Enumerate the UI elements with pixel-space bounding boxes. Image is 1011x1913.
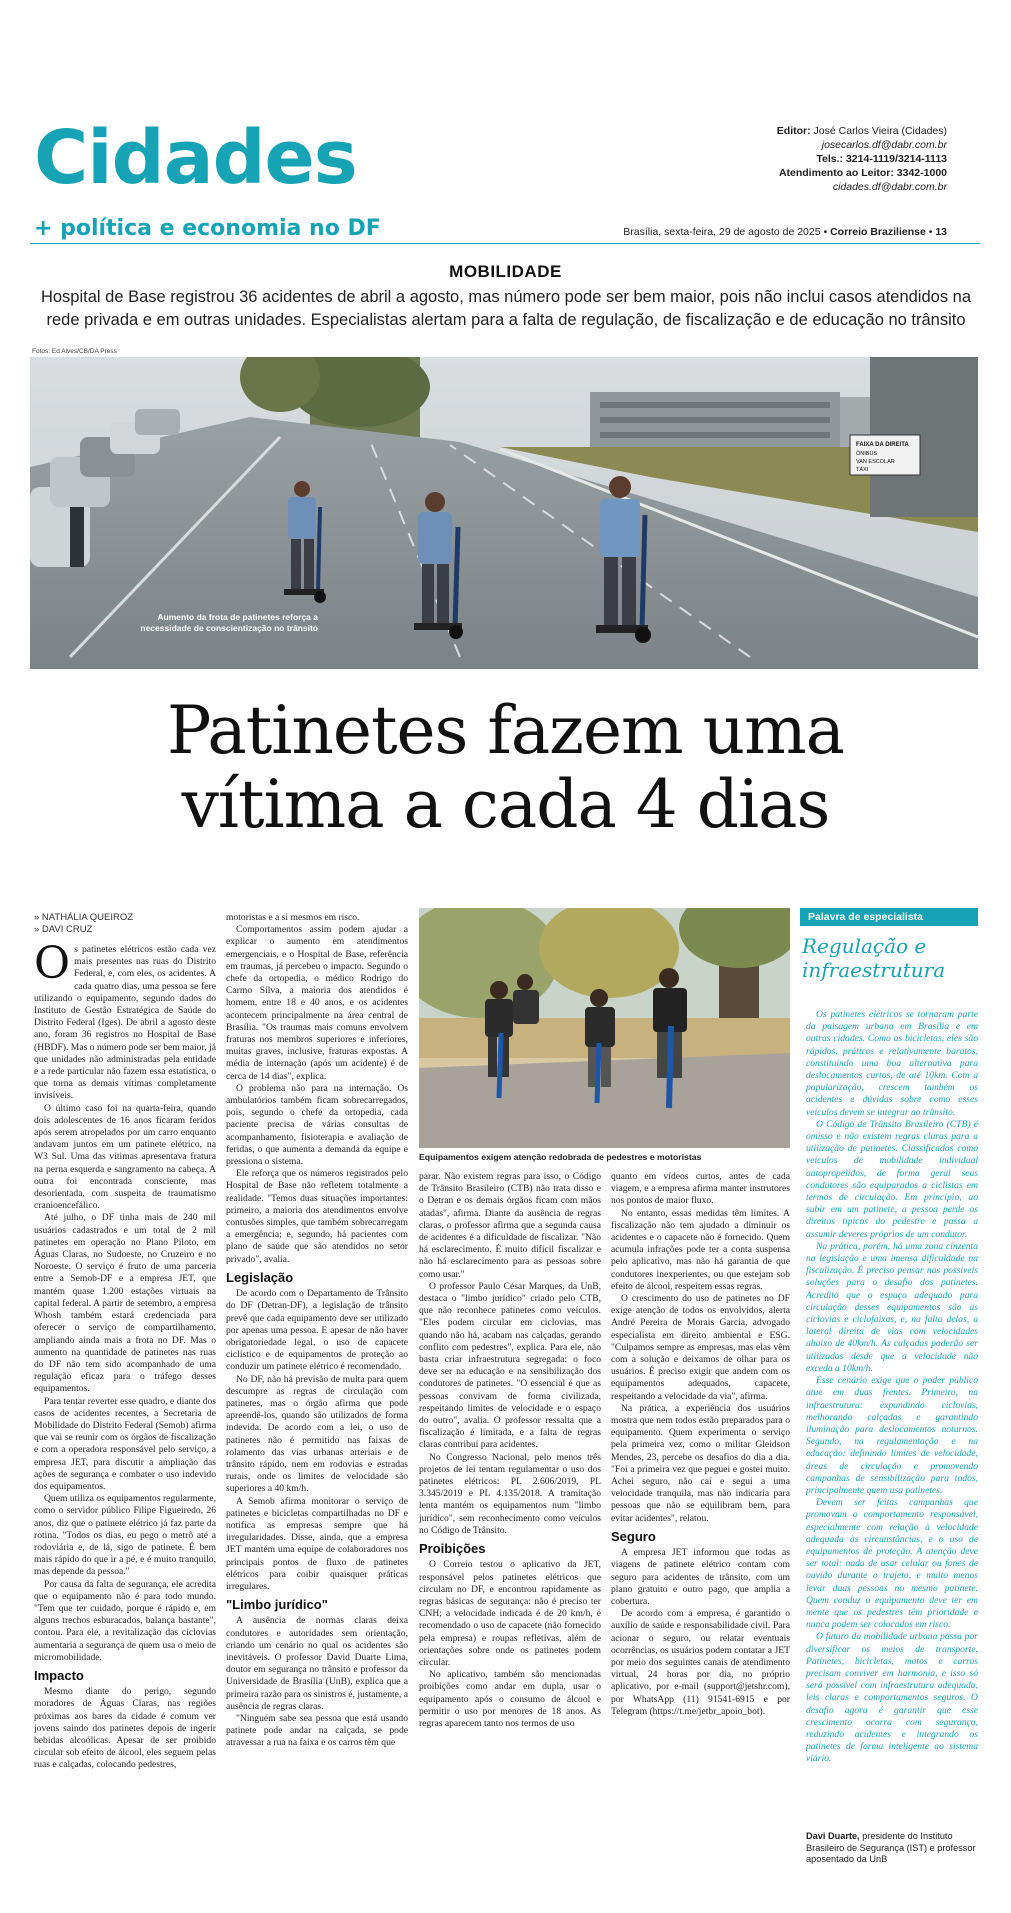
paragraph: O último caso foi na quarta-feira, quando dois adolescentes de 16 anos ficaram feridos após serem atropelados por um carro enquanto andavam juntos em um patinete elétrico, na W3 Sul. Uma das vítimas apresentava fratura na perna esquerda e sangramento na cabeça. A outra foi encontrada consciente, mas desorientada, com suspeita de traumatismo cranioencefálico. [34, 1102, 216, 1212]
paragraph: O Correio testou o aplicativo da JET, responsável pelos patinetes elétricos que circulam no DF, e encontrou rapidamente as regras básicas de segurança: não é preciso ter CNH; a velocidade indicada é de 20 km/h, é recomendado o uso de capacete (não fornecido pela empresa) e roupas refletivas, além de orientações sobre onde os patinetes podem circular. [419, 1559, 601, 1668]
sidebar-tag: Palavra de especialista [800, 908, 978, 926]
paragraph: De acordo com a empresa, é garantido o auxílio de saúde e responsabilidade civil. Para acionar o seguro, ou relatar eventuais ocorrências, os usuários podem contatar a JET por meio dos seguintes canais de atendimento virtual, 24 horas por dia, no próprio aplicativo, por e-mail (support@jetshr.com), por WhatsApp (11) 91541-6915 e por Telegram (https://t.me/jetbr_apoio_bot). [611, 1608, 790, 1717]
paragraph: No Congresso Nacional, pelo menos três projetos de lei tentam regulamentar o uso dos patinetes elétricos: PL 2.606/2019, PL 3.345/2019 e PL 4.135/2018. A tramitação lenta mantém os equipamentos num "limbo jurídico", sem reconhecimento como veículos no Código de Trânsito. [419, 1451, 601, 1536]
section-title: Cidades [34, 115, 357, 201]
paragraph: O professor Paulo César Marques, da UnB, destaca o "limbo jurídico" criado pelo CTB, que não reconhece patinetes como veículos. "Eles podem circular em ciclovias, mas quando não há, acabam nas calçadas, gerando conflito com pedestres", explica. Para ele, não basta criar infraestrutura segregada: o foco deve ser na educação e na sensibilização dos condutores de patinetes. "O essencial é que as pessoas convivam de forma civilizada, respeitando limites de velocidade e o espaço do outro", avalia. O professor ressalta que a fiscalização é limitada, e a falta de regras claras contribui para acidentes. [419, 1280, 601, 1451]
sidebar-title: Regulação e infraestrutura [802, 934, 946, 982]
paragraph: Ele reforça que os números registrados pelo Hospital de Base não refletem totalmente a realidade. "Temos duas situações importantes: primeiro, a maioria dos atendimentos envolve contusões simples, que também sobrecarregam a emergência; e, segundo, há pacientes com plano de saúde que são atendidos no setor privado", avalia. [226, 1168, 408, 1265]
column-1 [34, 944, 216, 1894]
paragraph: Na prática, a experiência dos usuários mostra que nem todos estão preparados para o equipamento. Quem experimenta o serviço pela primeira vez, como o militar Gleidson Mendes, 23, percebe os desafios do dia a dia. "Foi a primeira vez que peguei e gostei muito. Achei seguro, não caí e segui a uma velocidade tranquila, mas não indicaria para pessoas que não se equilibram bem, para evitar acidentes", relatou. [611, 1402, 790, 1524]
headline-line-2: vítima a cada 4 dias [181, 766, 830, 843]
secondary-photo-caption: Equipamentos exigem atenção redobrada de pedestres e motoristas [419, 1152, 702, 1162]
editor-label: Editor: [776, 125, 811, 137]
paragraph: motoristas e a si mesmos em risco. [226, 912, 360, 923]
secondary-photo-illustration [419, 908, 790, 1148]
service-value: 3342-1000 [896, 167, 947, 179]
road-sign-line3: VAN ESCOLAR [856, 459, 895, 465]
date: Brasília, sexta-feira, 29 de agosto de 2025 [623, 226, 821, 238]
paragraph: No aplicativo, também são mencionadas proibições como andar em dupla, usar o equipamento após o consumo de álcool e permitir o uso por menores de 18 anos. As regras aparecem tanto nos termos de uso [419, 1669, 601, 1729]
deck: Hospital de Base registrou 36 acidentes de abril a agosto, mas número pode ser bem maior, pois não inclui casos atendidos na rede privada e em outras unidades. Especialistas alertam para a falta de regulação, de fiscalização e de educação no trânsito [40, 288, 972, 329]
paragraph: O crescimento do uso de patinetes no DF exige atenção de todos os envolvidos, alerta André Pereira de Morais Garcia, advogado especialista em direito ambiental e ESG. "Culpamos sempre as empresas, mas elas vêm com a solução e deixamos de olhar para os usuários. É preciso exigir que andem com os equipamentos adequados, capacete, respeitando a velocidade da via", afirma. [611, 1293, 790, 1402]
kicker: MOBILIDADE [449, 262, 562, 281]
section-subtitle: + política e economia no DF [34, 216, 381, 241]
sidebar-paragraph: O futuro da mobilidade urbana passa por diversificar os meios de transporte. Patinetes, bicicletas, motos e carros precisam conviver em harmonia, e isso só será possível com infraestrutura adequada, leis claras e comportamentos seguros. O desafio agora é garantir que esse crescimento ocorra com segurança, reduzindo acidentes e integrando os patinetes de forma inteligente ao sistema viário. [806, 1631, 978, 1765]
paragraph: A ausência de normas claras deixa condutores e autoridades sem orientação, criando um cenário no qual os acidentes são inevitáveis. O professor David Duarte Lima, doutor em segurança no trânsito e professor da Universidade de Brasília (UnB), explica que a primeira razão para os sinistros é, justamente, a ausência de regras claras. [226, 1615, 408, 1712]
dateline: Brasília, sexta-feira, 29 de agosto de 2025 • Correio Braziliense • 13 [623, 226, 947, 238]
service-label: Atendimento ao Leitor: [778, 167, 894, 179]
paragraph: Comportamentos assim podem ajudar a explicar o aumento em atendimentos emergenciais, e o Hospital de Base, referência em traumas, já percebeu o impacto. Segundo o chefe da ortopedia, o médico Rodrigo do Carmo Silva, a maioria dos atendidos é homem, entre 18 e 40 anos, e os acidentes acontecem principalmente na área central de Brasília. "Os traumas mais comuns envolvem fraturas nos membros superiores e inferiores, muitas graves, inclusive, fraturas expostas. A média de internação (após um acidente) é de cerca de 14 dias", explica. [226, 924, 408, 1082]
section-email[interactable]: cidades.df@dabr.com.br [832, 181, 947, 193]
paragraph: A Semob afirma monitorar o serviço de patinetes e bicicletas compartilhadas no DF e notifica as empresas sempre que há irregularidades. Disse, ainda, que a empresa JET mantém uma equipe de colaboradores nos principais pontos de fluxo de patinetes elétricos para coibir quaisquer práticas irregulares. [226, 1495, 408, 1592]
byline-author-2: » DAVI CRUZ [34, 924, 93, 935]
road-sign-line4: TÁXI [856, 467, 869, 473]
paragraph: quanto em vídeos curtos, antes de cada viagem, e a empresa afirma manter instrutores nos pontos de maior fluxo. [611, 1171, 790, 1207]
sidebar-paragraph: Devem ser feitas campanhas que promovam o comportamento responsável, especialmente com relação à velocidade adequada às circunstâncias, e o uso de equipamentos de proteção. A atenção deve ser total: nada de usar celular ou fones de ouvido durante o trajeto, e muito menos levar duas pessoas no mesmo patinete. Quem conduz o equipamento deve ter em mente que os pedestres têm prioridade e nunca podem ser colocados em risco. [806, 1497, 978, 1631]
paragraph: Por causa da falta de segurança, ele acredita que o equipamento não é para todo mundo. "Tem que ter cuidado, porque é rápido e, em alguns trechos esburacados, balança bastante", contou. Para ele, a revitalização das ciclovias aumentaria a segurança de quem usa o meio de micromobilidade. [34, 1578, 216, 1663]
paragraph: Até julho, o DF tinha mais de 240 mil usuários cadastrados e um total de 2 mil patinetes em operação no Plano Piloto, em Águas Claras, no Sudoeste, no Cruzeiro e no Noroeste. O serviço é fruto de uma parceria entre a Semob-DF e a empresa JET, que mantém quase 1.200 estações virtuais na capital federal. A partir de setembro, a empresa Whosh também estará credenciada para oferecer o serviço de compartilhamento, ampliando ainda mais a frota no DF. Mas o aumento na quantidade de patinetes nas ruas do DF não tem sido acompanhado de uma regulação eficaz para o tráfego desses equipamentos. [34, 1212, 216, 1395]
paragraph: De acordo com o Departamento de Trânsito do DF (Detran-DF), a legislação de trânsito prevê que cada equipamento deve ser utilizado por apenas uma pessoa. E apesar de não haver obrigatoriedade legal, o uso de capacete ciclístico e de equipamentos de proteção ao conduzir um patinete elétrico é recomendado. [226, 1288, 408, 1373]
subhead-legislacao: Legislação [226, 1269, 294, 1285]
paragraph: No entanto, essas medidas têm limites. A fiscalização não tem ajudado a diminuir os acidentes e o capacete não é fornecido. Quem acumula infrações pode ter a conta suspensa pelo aplicativo, mas não há garantia de que condutores inexperientes, ou que estejam sob efeito de álcool, respeitem essas regras. [611, 1207, 790, 1292]
subhead-limbo-juridico: "Limbo jurídico" [226, 1597, 328, 1613]
editor-box [777, 124, 947, 194]
sidebar-paragraph: Os patinetes elétricos se tornaram parte da paisagem urbana em Brasília e em outras cidades. Como as bicicletas, eles são rápidos, práticos e relativamente baratos, constituindo uma boa alternativa para deslocamentos curtos, de até 10km. Com a popularização, crescem também os acidentes e dúvidas sobre como esses veículos devem se integrar ao trânsito. [806, 1009, 978, 1118]
byline-author-1: » NATHÁLIA QUEIROZ [34, 912, 134, 923]
road-sign-line2: ÔNIBUS [856, 451, 878, 457]
page-number: 13 [935, 226, 947, 238]
sidebar-paragraph: Na prática, porém, há uma zona cinzenta na legislação e uma imensa dificuldade na fiscalização. É preciso pensar nas possíveis soluções para o desafio dos patinetes. Acredito que o espaço adequado para circulação desses equipamentos são as ciclovias e ciclofaixas, e, na falta delas, a lateral direita de vias com velocidades abaixo de 40km/h. As calçadas poderão ser utilizadas desde que a velocidade não exceda a 10km/h. [806, 1240, 978, 1374]
column-4 [611, 1171, 790, 1894]
subhead-seguro: Seguro [611, 1528, 656, 1544]
paragraph: Para tentar reverter esse quadro, e diante dos casos de acidentes recentes, a Secretaria de Mobilidade do Distrito Federal (Semob) afirma que vai se reunir com os órgãos de fiscalização e com a operadora responsável pelo serviço, a empresa JET, para discutir a ampliação das ações de segurança e combater o uso indevido dos equipamentos. [34, 1395, 216, 1492]
road-sign-line1: FAIXA DA DIREITA [856, 442, 909, 448]
subhead-proibicoes: Proibições [419, 1541, 486, 1557]
sidebar-sign-name: Davi Duarte, [806, 1831, 860, 1841]
tel-value: 3214-1119/3214-1113 [845, 153, 947, 165]
paragraph: Quem utiliza os equipamentos regularmente, como o servidor público Filipe Figueiredo, 26 anos, diz que o patinete elétrico já faz parte da rotina. "Todos os dias, eu pego o metrô até a rodoviária e, de lá, sigo de patinete. É bem mais rápido do que ir a pé, e é muito tranquilo, mas depende da pessoa." [34, 1493, 216, 1578]
editor-name: José Carlos Vieira (Cidades) [813, 125, 947, 137]
sidebar-sign-role: presidente do Instituto Brasileiro de Segurança (IST) e professor aposentado da UnB [806, 1831, 976, 1864]
subhead-impacto: Impacto [34, 1667, 84, 1683]
headline-line-1: Patinetes fazem uma [166, 692, 845, 769]
byline [34, 912, 133, 936]
sidebar-paragraph: O Código de Trânsito Brasileiro (CTB) é omisso e não existem regras claras para a utilização de patinetes. Classificados como veículos de mobilidade individual autopropelidos, de forma geral seus condutores são equiparados a ciclistas em termos de circulação. Em princípio, ao subir em um patinete, a pessoa perde os direitos típicos do pedestre e passa a assumir deveres próprios de um condutor. [806, 1118, 978, 1240]
secondary-photo [419, 908, 790, 1148]
paragraph: "Ninguém sabe sea pessoa que está usando patinete pode andar na calçada, se pode atravessar a rua na faixa e os carros têm que [226, 1713, 408, 1749]
tel-label: Tels.: [816, 153, 844, 165]
sidebar-signature [806, 1831, 978, 1866]
paragraph: No DF, não há previsão de multa para quem descumpre as regras de circulação com patinetes, mas o órgão afirma que pode apreendê-los, quando são utilizados de forma indevida. De acordo com a lei, o uso de patinetes não é permitido nas faixas de rolamento das vias urbanas arteriais e de trânsito rápido, nem em rodovias e estradas rurais, onde os limites de velocidade são superiores a 40 km/h. [226, 1373, 408, 1495]
photo-credit: Fotos: Ed Alves/CB/DA Press [32, 348, 117, 355]
header-rule [30, 243, 980, 244]
main-photo-caption: Aumento da frota de patinetes reforça a necessidade de conscientização no trânsito [140, 612, 318, 633]
paper-name: Correio Braziliense [830, 226, 926, 238]
paragraph: A empresa JET informou que todas as viagens de patinete elétrico contam com seguro para acidentes de trânsito, com um plano gratuito e outro pago, que amplia a cobertura. [611, 1547, 790, 1607]
paragraph: O problema não para na internação. Os ambulatórios também ficam sobrecarregados, pois, segundo o chefe da ortopedia, cada paciente precisa de várias consultas de acompanhamento, fisioterapia e avaliação de feridas, o que aumenta a demanda da equipe e pressiona o sistema. [226, 1082, 408, 1168]
column-2 [226, 912, 408, 1894]
sidebar-paragraph: Esse cenário exige que o poder público atue em duas frentes. Primeiro, na infraestrutura: expandindo ciclovias, melhorando calçadas e garantindo iluminação para deslocamentos noturnos. Segundo, na regulamentação e na educação: definindo limites de velocidade, áreas de circulação e promovendo campanhas de sensibilização para todos, principalmente quem usa patinetes. [806, 1375, 978, 1496]
paragraph: s patinetes elétricos estão cada vez mais presentes nas ruas do Distrito Federal, e, com eles, os acidentes. A cada quatro dias, uma pessoa se fere utilizando o equipamento, segundo dados do Instituto de Gestão Estratégica de Saúde do Distrito Federal (Iges). De abril a agosto deste ano, foram 36 registros no Hospital de Base (HBDF). Mas o número pode ser bem maior, já que unidades não administradas pela entidade e a rede particular não fazem essa estatística, o que torna as demais vítimas completamente invisíveis. [34, 944, 216, 1102]
headline [0, 694, 1011, 842]
drop-cap: O [34, 944, 71, 989]
editor-email[interactable]: josecarlos.df@dabr.com.br [821, 139, 947, 151]
sidebar-body [806, 1009, 978, 1824]
paragraph: Mesmo diante do perigo, segundo moradores de Águas Claras, nas regiões próximas aos bares da cidade é comum ver jovens saindo dos patinetes depois de ingerir bebidas alcoólicas. Apesar de ser proibido circular sob efeito de álcool, eles seguem pelas ruas e calçadas, colocando pedestres, [34, 1686, 216, 1771]
column-3 [419, 1171, 601, 1894]
paragraph: parar. Não existem regras para isso, o Código de Trânsito Brasileiro (CTB) não trata disso e o Detran e os demais órgãos ficam com mãos atadas", afirma. Diante da ausência de regras claras, o professor afirma que a segunda causa de acidentes é a dificuldade de fiscalizar. "Não há esclarecimento. É muito difícil fiscalizar e não há esclarecimento para as pessoas sobre como usar." [419, 1171, 601, 1280]
